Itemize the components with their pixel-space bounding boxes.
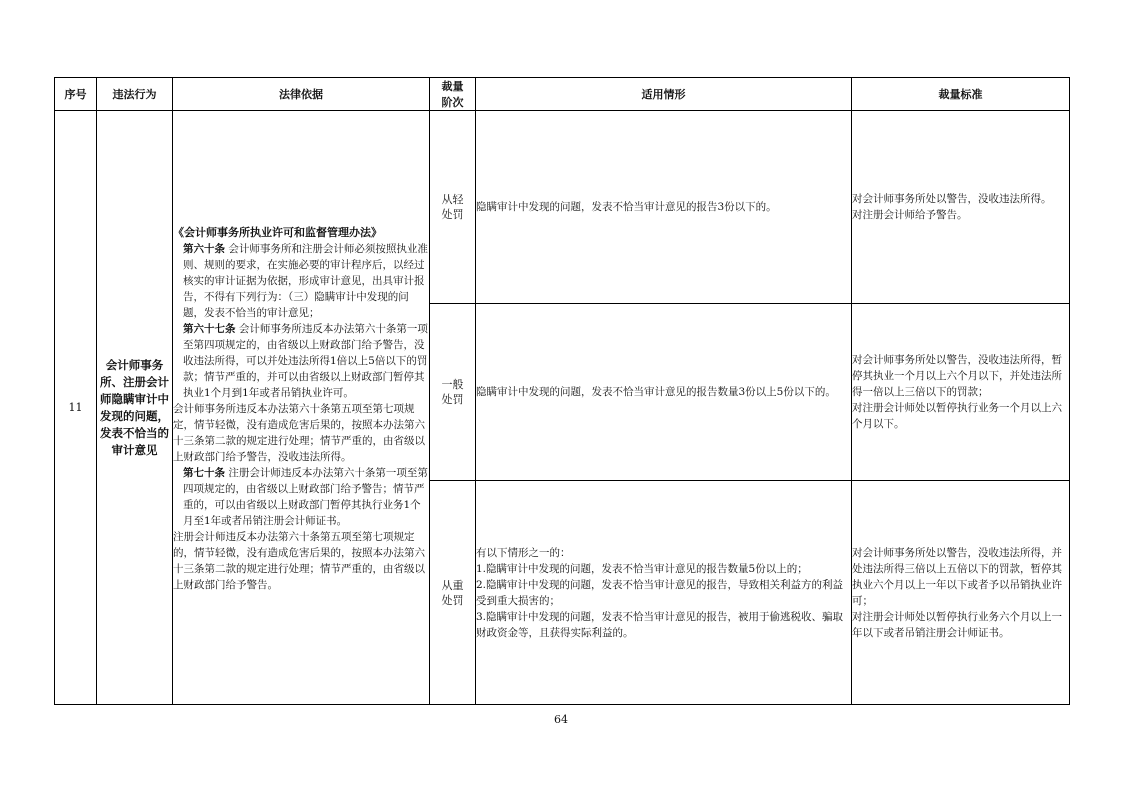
level-light-line2: 处罚 (441, 208, 464, 221)
situation-normal-text: 隐瞒审计中发现的问题，发表不恰当审计意见的报告数量3份以上5份以下的。 (476, 386, 836, 398)
article-60-label: 第六十条 (183, 242, 225, 255)
page-number: 64 (554, 713, 568, 726)
header-level-line2: 阶次 (441, 96, 464, 109)
level-normal (430, 304, 476, 481)
situation-light (476, 111, 852, 304)
standard-light (852, 111, 1070, 304)
table-row (55, 111, 1070, 304)
header-level (430, 78, 476, 111)
law-title: 《会计师事务所执业许可和监督管理办法》 (173, 225, 382, 239)
violation-act: 会计师事务所、注册会计师隐瞒审计中发现的问题，发表不恰当的审计意见 (97, 111, 173, 705)
level-heavy (430, 481, 476, 705)
article-70-label: 第七十条 (183, 466, 225, 479)
article-70-text: 注册会计师违反本办法第六十条第一项至第四项规定的，由省级以上财政部门给予警告；情节严重的，可以由省级以上财政部门暂停其执行业务1个月至1年或者吊销注册会计师证书。 (183, 466, 428, 527)
standard-light-line1: 对会计师事务所处以警告，没收违法所得。 (852, 193, 1052, 205)
situation-heavy-intro: 有以下情形之一的： (476, 546, 571, 559)
article-67-label: 第六十七条 (183, 322, 236, 335)
level-normal-line2: 处罚 (441, 393, 464, 406)
standard-heavy-line2: 对注册会计师处以暂停执行业务六个月以上一年以下或者吊销注册会计师证书。 (852, 610, 1062, 639)
header-law: 法律依据 (173, 78, 430, 111)
article-67-text: 会计师事务所违反本办法第六十条第一项至第四项规定的，由省级以上财政部门给予警告，没收违法所得，可以并处违法所得1倍以上5倍以下的罚款；情节严重的，并可以由省级以上财政部门暂停其执业1个月到1年或者吊销执业许可。 (183, 322, 428, 399)
level-heavy-line1: 从重 (441, 578, 464, 592)
situation-normal (476, 304, 852, 481)
standard-heavy (852, 481, 1070, 705)
legal-basis (173, 111, 430, 705)
level-heavy-line2: 处罚 (441, 593, 464, 607)
standard-heavy-line1: 对会计师事务所处以警告，没收违法所得，并处违法所得三倍以上五倍以下的罚款，暂停其执业六个月以上一年以下或者予以吊销执业许可； (852, 546, 1062, 607)
row-number: 11 (55, 111, 97, 705)
article-70 (173, 465, 429, 529)
standard-normal-line1: 对会计师事务所处以警告，没收违法所得，暂停其执业一个月以上六个月以下，并处违法所得一倍以上三倍以下的罚款； (852, 354, 1062, 398)
standard-normal-line2: 对注册会计师处以暂停执行业务一个月以上六个月以下。 (852, 402, 1062, 430)
standard-light-line2: 对注册会计师给予警告。 (852, 209, 968, 221)
situation-heavy-item-3: 3.隐瞒审计中发现的问题，发表不恰当审计意见的报告，被用于偷逃税收、骗取财政资金等，且获得实际利益的。 (476, 610, 844, 639)
article-70-text-2: 注册会计师违反本办法第六十条第五项至第七项规定的，情节轻微，没有造成危害后果的，按照本办法第六十三条第二款的规定进行处理；情节严重的，由省级以上财政部门给予警告。 (173, 530, 425, 591)
situation-heavy-item-2: 2.隐瞒审计中发现的问题，发表不恰当审计意见的报告，导致相关利益方的利益受到重大损害的； (476, 578, 844, 607)
standard-normal (852, 304, 1070, 481)
situation-light-text: 隐瞒审计中发现的问题，发表不恰当审计意见的报告3份以下的。 (476, 201, 777, 213)
header-act: 违法行为 (97, 78, 173, 111)
article-60-text: 会计师事务所和注册会计师必须按照执业准则、规则的要求，在实施必要的审计程序后，以经过核实的审计证据为依据，形成审计意见，出具审计报告，不得有下列行为：（三）隐瞒审计中发现的问题，发表不恰当的审计意见； (183, 242, 428, 319)
header-standard: 裁量标准 (852, 78, 1070, 111)
situation-heavy (476, 481, 852, 705)
situation-heavy-item-1: 1.隐瞒审计中发现的问题，发表不恰当审计意见的报告数量5份以上的； (476, 562, 808, 575)
header-no: 序号 (55, 78, 97, 111)
level-normal-line1: 一般 (441, 378, 464, 391)
article-67 (173, 321, 429, 401)
article-67-text-2: 会计师事务所违反本办法第六十条第五项至第七项规定，情节轻微，没有造成危害后果的，按照本办法第六十三条第二款的规定进行处理；情节严重的，由省级以上财政部门给予警告，没收违法所得。 (173, 402, 425, 463)
level-light (430, 111, 476, 304)
penalty-discretion-table (54, 77, 1070, 705)
article-60 (173, 241, 429, 321)
header-level-line1: 裁量 (441, 80, 464, 93)
table-header-row (55, 78, 1070, 111)
level-light-line1: 从轻 (441, 193, 464, 206)
header-situation: 适用情形 (476, 78, 852, 111)
